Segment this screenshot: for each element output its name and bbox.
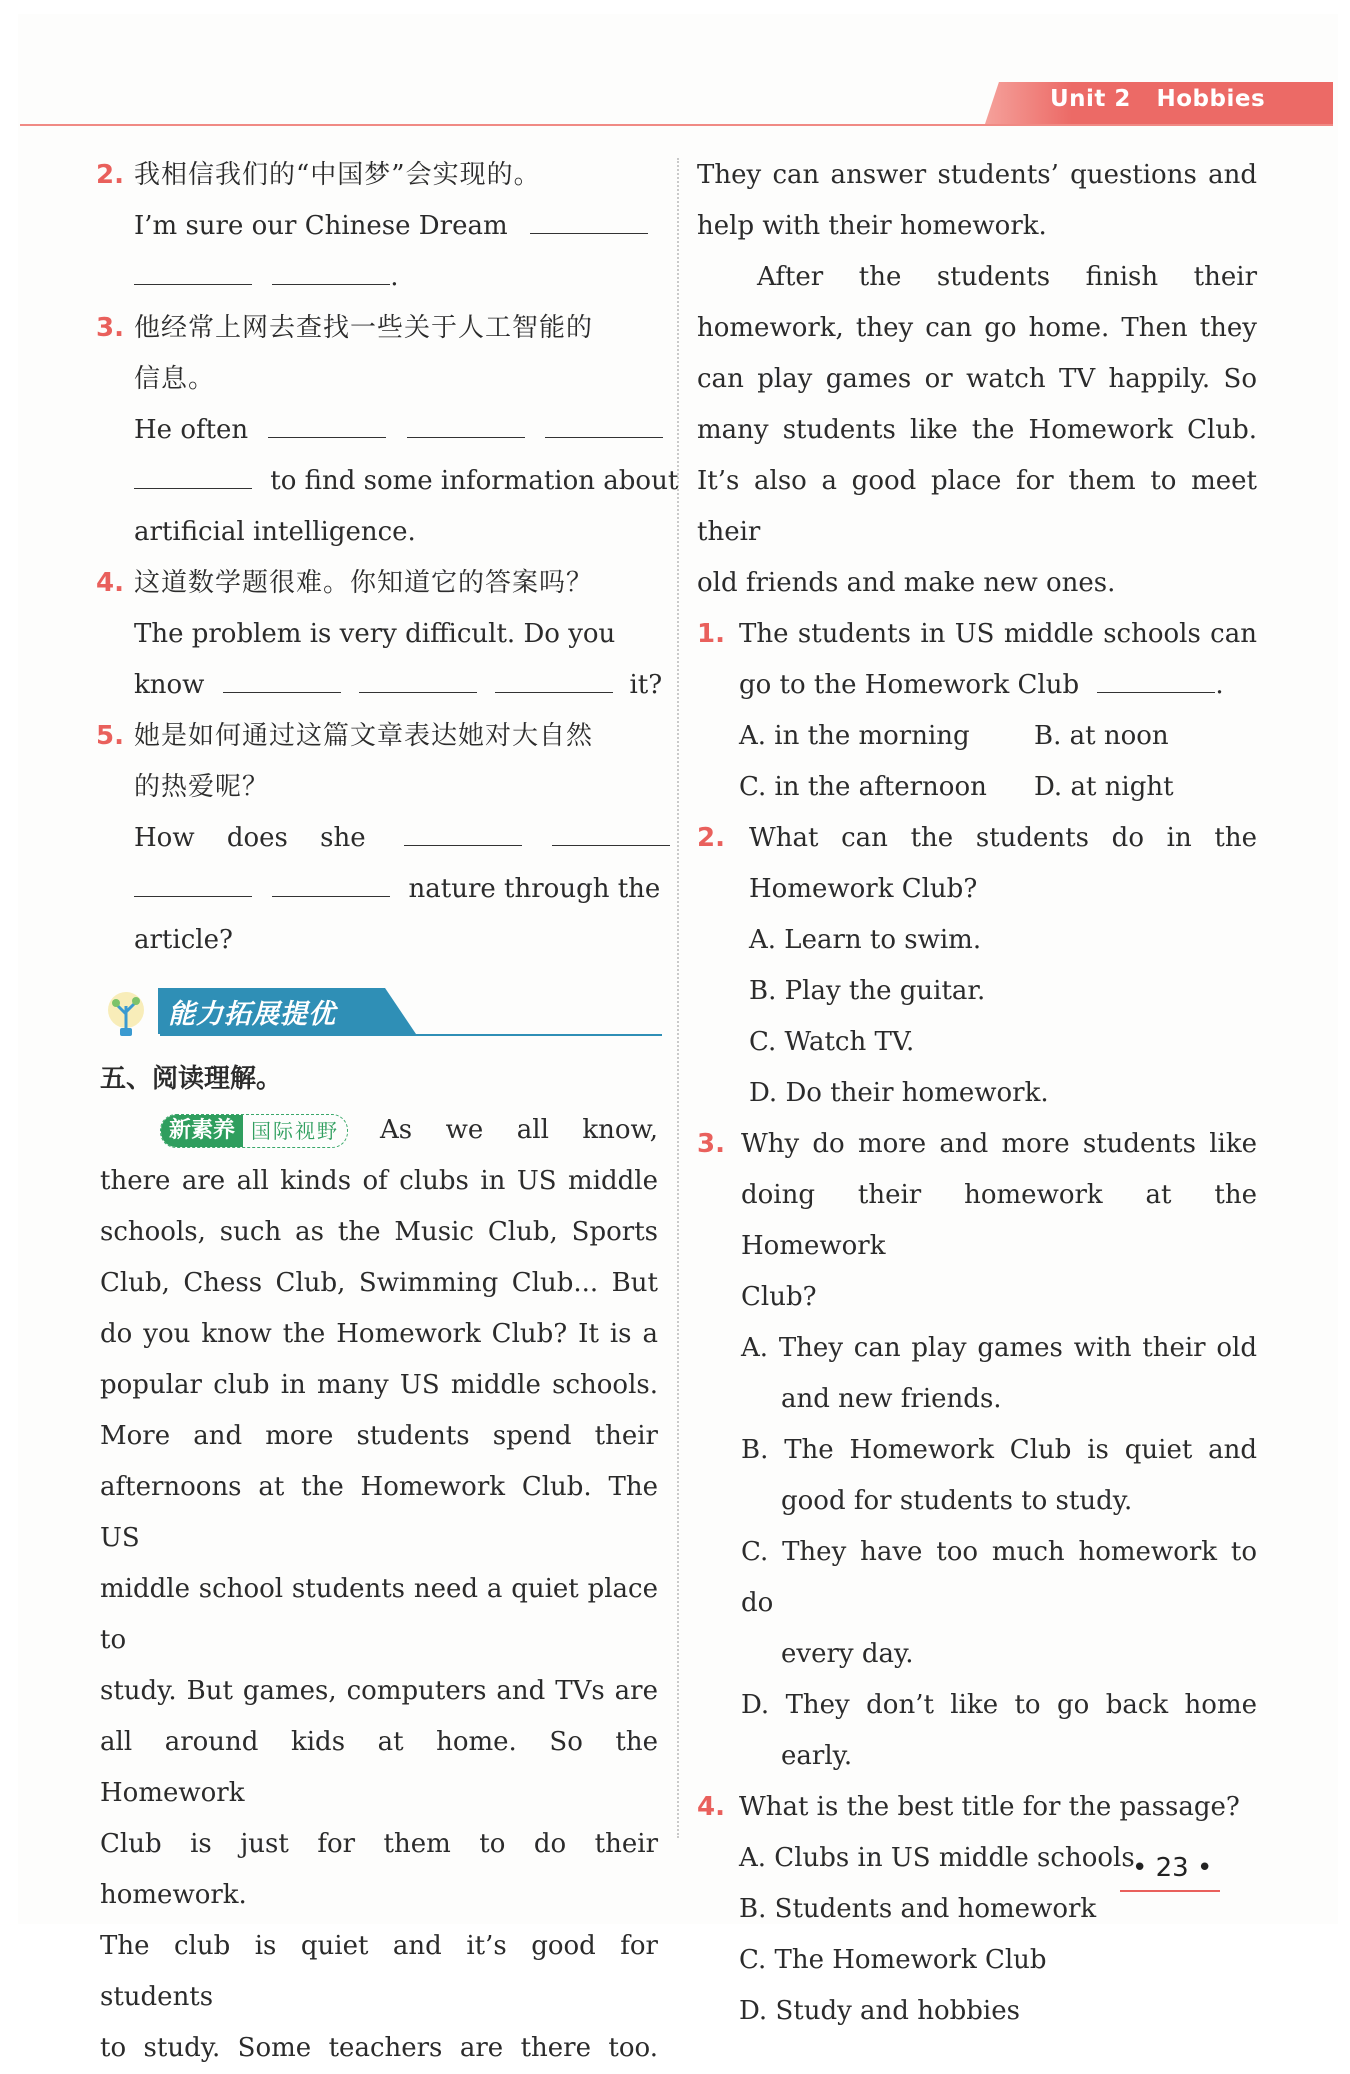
option-d[interactable]: D. Do their homework. — [749, 1078, 1049, 1108]
question-stem-end: . — [1215, 670, 1224, 700]
passage-line: schools, such as the Music Club, Sports — [100, 1217, 658, 1247]
question-english-line2 — [100, 864, 660, 915]
option-a[interactable]: A. They can play games with their old — [741, 1333, 1257, 1363]
banner-title: 能力拓展提优 — [168, 999, 336, 1030]
question-number: 3. — [96, 313, 124, 343]
passage-line: As we all know, — [380, 1115, 658, 1145]
passage-line: can play games or watch TV happily. So — [697, 364, 1257, 394]
options-row — [697, 711, 1257, 762]
question-english-line2 — [100, 252, 660, 303]
answer-blank[interactable] — [495, 662, 613, 693]
passage-line: study. But games, computers and TVs are — [100, 1676, 658, 1706]
answer-blank[interactable] — [530, 203, 648, 234]
passage-line: all around kids at home. So the Homework — [100, 1727, 658, 1808]
passage-line: Club is just for them to do their homework. — [100, 1829, 658, 1910]
question-stem-line2: Homework Club? — [749, 874, 978, 904]
question-number: 4. — [96, 568, 124, 598]
question-stem-line2: doing their homework at the Homework — [741, 1180, 1257, 1261]
translation-question-3 — [96, 303, 679, 558]
translation-question-4 — [96, 558, 663, 711]
passage-line: do you know the Homework Club? It is a — [100, 1319, 658, 1349]
option-b[interactable]: B. Play the guitar. — [749, 976, 986, 1006]
new-literacy-badge — [160, 1114, 348, 1148]
question-chinese-line2: 的热爱呢？ — [134, 772, 270, 802]
reading-question-2 — [697, 813, 1257, 1119]
answer-blank[interactable] — [223, 662, 341, 693]
answer-blank[interactable] — [552, 815, 670, 846]
option-d[interactable]: D. They don’t like to go back home — [741, 1690, 1257, 1720]
option-d[interactable]: D. at night — [1034, 772, 1174, 802]
question-stem: What is the best title for the passage? — [739, 1792, 1240, 1822]
passage-line: Club, Chess Club, Swimming Club... But — [100, 1268, 658, 1298]
question-stem: The students in US middle schools can — [739, 619, 1257, 649]
option-a[interactable]: A. Learn to swim. — [749, 925, 982, 955]
unit-header — [1050, 86, 1265, 112]
passage-line: It’s also a good place for them to meet their — [697, 466, 1257, 547]
options-row — [697, 762, 1257, 813]
question-chinese-line2: 信息。 — [134, 364, 216, 394]
option-b-line2: good for students to study. — [781, 1486, 1133, 1516]
header-rule — [20, 124, 1333, 126]
passage-line: old friends and make new ones. — [697, 568, 1116, 598]
passage-line: More and more students spend their — [100, 1421, 658, 1451]
passage-line: help with their homework. — [697, 211, 1047, 241]
question-english-end: . — [390, 262, 399, 292]
translation-question-5 — [96, 711, 661, 966]
badge-label: 新素养 — [161, 1115, 243, 1147]
banner-rule — [160, 1034, 662, 1036]
question-english-line2 — [100, 660, 663, 711]
answer-blank[interactable] — [404, 815, 522, 846]
option-b[interactable]: B. The Homework Club is quiet and — [741, 1435, 1257, 1465]
passage-line: popular club in many US middle schools. — [100, 1370, 658, 1400]
question-english-text: How does she — [134, 823, 366, 853]
question-chinese: 我相信我们的“中国梦”会实现的。 — [134, 160, 541, 190]
option-c[interactable]: C. They have too much homework to do — [741, 1537, 1257, 1618]
option-d-line2: early. — [781, 1741, 853, 1771]
option-b[interactable]: B. at noon — [1034, 721, 1169, 751]
right-column — [697, 150, 1257, 2037]
column-divider — [677, 158, 679, 1838]
translation-question-2 — [96, 150, 660, 303]
passage-line: middle school students need a quiet place to — [100, 1574, 658, 1655]
badge-sublabel: 国际视野 — [251, 1118, 340, 1143]
question-stem: What can the students do in the — [749, 823, 1257, 853]
option-a[interactable]: A. in the morning — [739, 721, 970, 751]
question-english-text: to find some information about — [270, 466, 679, 496]
passage-line: After the students finish their — [757, 262, 1257, 292]
answer-blank[interactable] — [134, 458, 252, 489]
question-english-text: He often — [134, 415, 249, 445]
question-english-line2 — [100, 456, 679, 507]
answer-blank[interactable] — [134, 866, 252, 897]
question-number: 5. — [96, 721, 124, 751]
question-english-end: it? — [629, 670, 663, 700]
question-number: 4. — [697, 1792, 725, 1822]
left-column — [96, 150, 679, 966]
passage-line: afternoons at the Homework Club. The US — [100, 1472, 658, 1553]
answer-blank[interactable] — [407, 407, 525, 438]
passage-line: homework, they can go home. Then they — [697, 313, 1257, 343]
answer-blank[interactable] — [134, 254, 252, 285]
question-chinese: 她是如何通过这篇文章表达她对大自然 — [134, 721, 594, 751]
passage-line: there are all kinds of clubs in US middle — [100, 1166, 658, 1196]
option-c[interactable]: C. The Homework Club — [739, 1945, 1047, 1975]
question-chinese: 这道数学题很难。你知道它的答案吗？ — [134, 568, 594, 598]
answer-blank[interactable] — [272, 866, 390, 897]
section-banner — [100, 988, 662, 1038]
passage-line: They can answer students’ questions and — [697, 160, 1257, 190]
question-stem: Why do more and more students like — [741, 1129, 1257, 1159]
question-english-line3: artificial intelligence. — [134, 517, 416, 547]
question-english-text: nature through the — [408, 874, 661, 904]
unit-label: Unit 2 — [1050, 86, 1131, 112]
answer-blank[interactable] — [545, 407, 663, 438]
reading-question-4 — [697, 1782, 1257, 2037]
passage-line: to study. Some teachers are there too. — [100, 2033, 658, 2063]
question-english — [100, 813, 660, 864]
reading-question-1 — [697, 609, 1257, 813]
reading-question-3 — [697, 1119, 1257, 1782]
question-stem-line2 — [697, 660, 1257, 711]
question-english — [100, 405, 660, 456]
answer-blank[interactable] — [359, 662, 477, 693]
unit-title: Hobbies — [1156, 86, 1266, 112]
question-stem-line3: Club? — [741, 1282, 817, 1312]
option-a[interactable]: A. Clubs in US middle schools — [739, 1843, 1135, 1873]
passage-line: The club is quiet and it’s good for students — [100, 1931, 658, 2012]
answer-blank[interactable] — [1097, 662, 1215, 693]
option-c[interactable]: C. Watch TV. — [749, 1027, 915, 1057]
option-d[interactable]: D. Study and hobbies — [739, 1996, 1020, 2026]
question-number: 1. — [697, 619, 725, 649]
question-english-text: I’m sure our Chinese Dream — [134, 211, 508, 241]
passage-line: many students like the Homework Club. — [697, 415, 1257, 445]
option-c-line2: every day. — [781, 1639, 914, 1669]
reading-section — [100, 1054, 658, 2074]
section-title: 五、阅读理解。 — [100, 1064, 283, 1094]
answer-blank[interactable] — [268, 407, 386, 438]
option-c[interactable]: C. in the afternoon — [739, 772, 987, 802]
question-number: 3. — [697, 1129, 725, 1159]
question-number: 2. — [697, 823, 725, 853]
question-number: 2. — [96, 160, 124, 190]
question-english-text: know — [134, 670, 205, 700]
question-english — [100, 201, 660, 252]
question-english-line3: article? — [134, 925, 233, 955]
passage-first-line — [100, 1105, 658, 1156]
page-number-rule — [1120, 1890, 1220, 1892]
page-number: • 23 • — [1132, 1853, 1213, 1883]
question-stem-text: go to the Homework Club — [739, 670, 1080, 700]
lightbulb-tree-icon — [100, 988, 156, 1044]
answer-blank[interactable] — [272, 254, 390, 285]
option-b[interactable]: B. Students and homework — [739, 1894, 1097, 1924]
question-english: The problem is very difficult. Do you — [134, 619, 616, 649]
question-chinese: 他经常上网去查找一些关于人工智能的 — [134, 313, 594, 343]
option-a-line2: and new friends. — [781, 1384, 1002, 1414]
